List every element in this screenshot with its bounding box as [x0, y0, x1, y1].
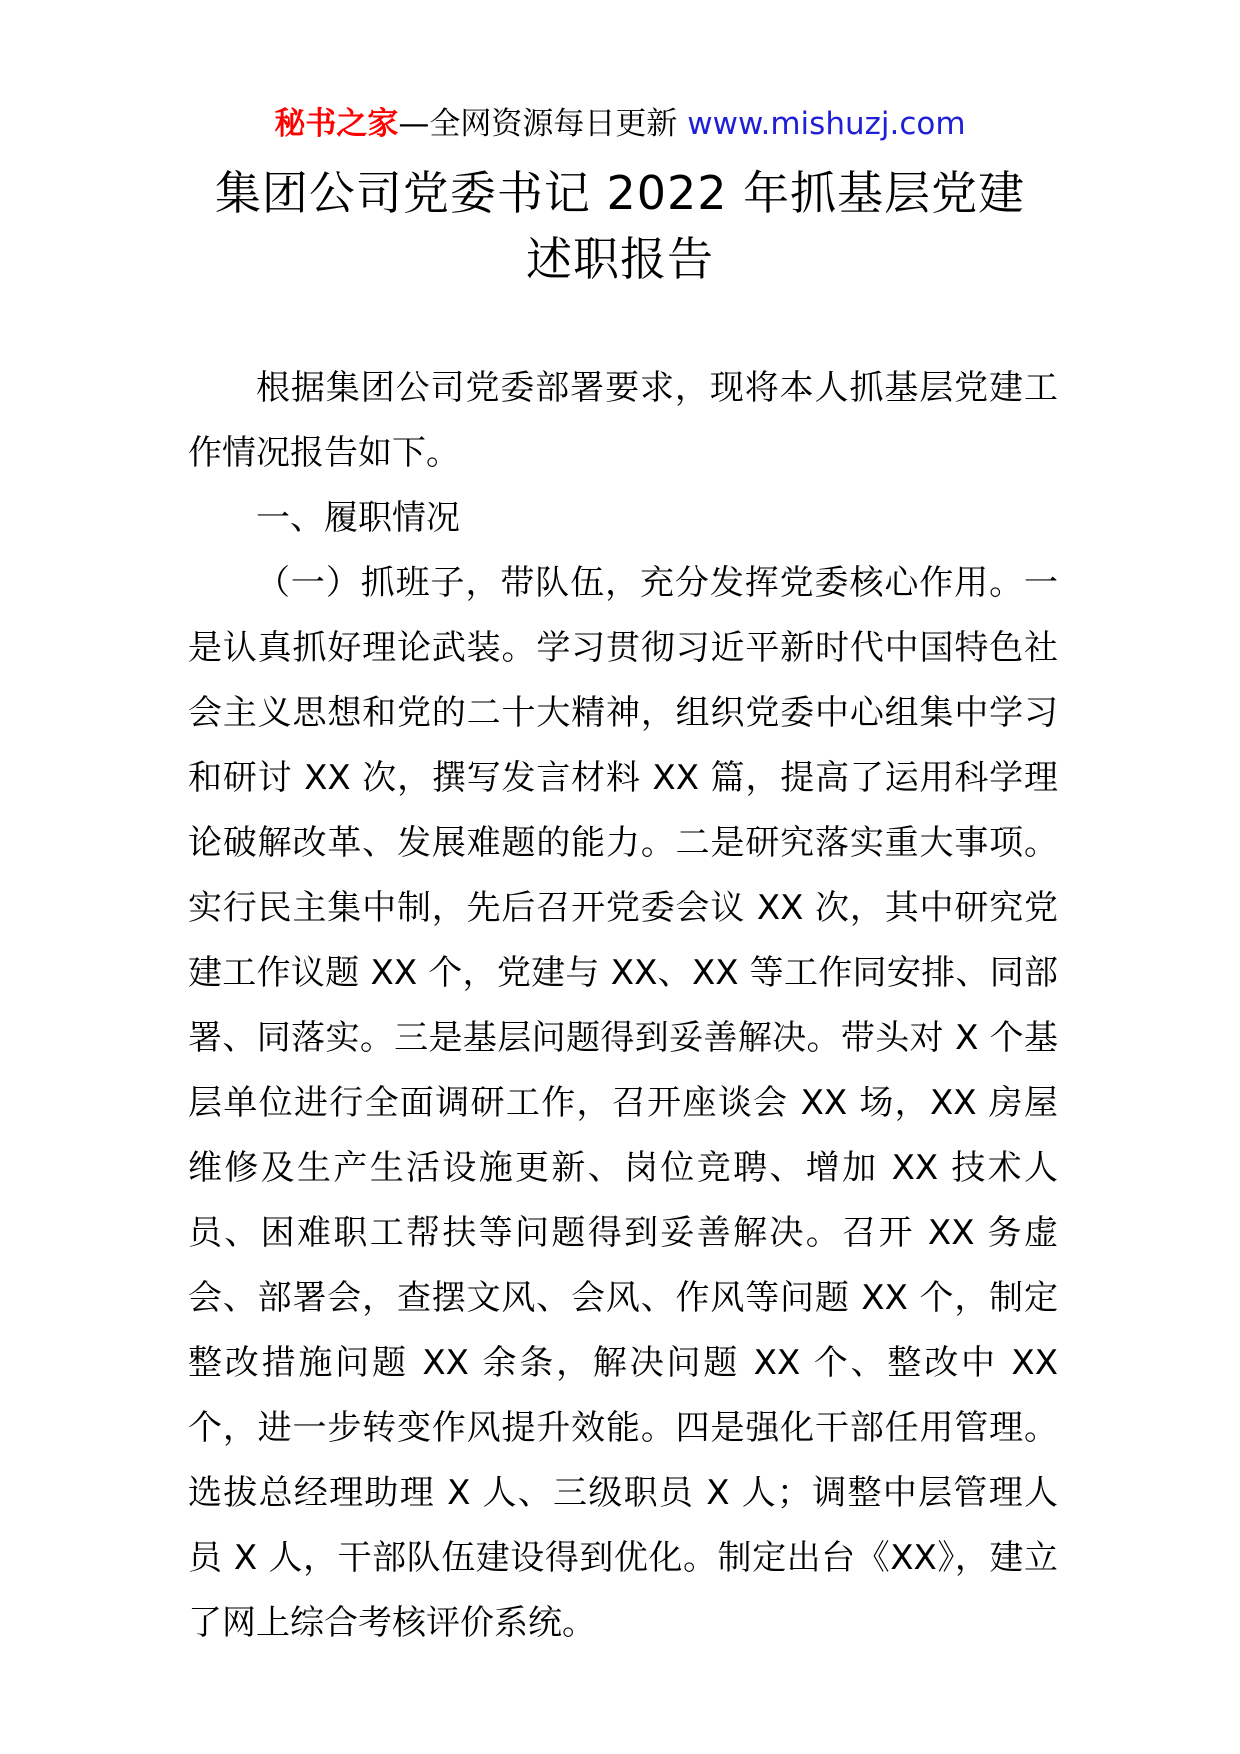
document-title-line1: 集团公司党委书记 2022 年抓基层党建 — [214, 166, 1026, 220]
site-header — [0, 98, 1240, 150]
site-brand: 秘书之家 — [274, 106, 399, 142]
document-title-line2: 述职报告 — [526, 232, 714, 286]
section-heading: 一、履职情况 — [256, 498, 460, 538]
site-url-link[interactable]: www.mishuzj.com — [687, 106, 966, 142]
intro-paragraph: 根据集团公司党委部署要求，现将本人抓基层党建工作情况报告如下。 — [188, 368, 1058, 473]
site-tagline: —全网资源每日更新 — [398, 106, 678, 142]
section-paragraph: （一）抓班子，带队伍，充分发挥党委核心作用。一是认真抓好理论武装。学习贯彻习近平新时代中国特色社会主义思想和党的二十大精神，组织党委中心组集中学习和研讨 XX 次，撰写发言材料 XX 篇，提高了运用科学理论破解改革、发展难题的能力。二是研究落实重大事项。实行民主集中制，先后召开党委会议 XX 次，其中研究党建工作议题 XX 个，党建与 XX、XX 等工作同安排、同部署、同落实。三是基层问题得到妥善解决。带头对 X 个基层单位进行全面调研工作，召开座谈会 XX 场，XX 房屋维修及生产生活设施更新、岗位竞聘、增加 XX 技术人员、困难职工帮扶等问题得到妥善解决。召开 XX 务虚会、部署会，查摆文风、会风、作风等问题 XX 个，制定整改措施问题 XX 余条，解决问题 XX 个、整改中 XX 个，进一步转变作风提升效能。四是强化干部任用管理。选拔总经理助理 X 人、三级职员 X 人；调整中层管理人员 X 人，干部队伍建设得到优化。制定出台《XX》，建立了网上综合考核评价系统。 — [188, 563, 1058, 1643]
